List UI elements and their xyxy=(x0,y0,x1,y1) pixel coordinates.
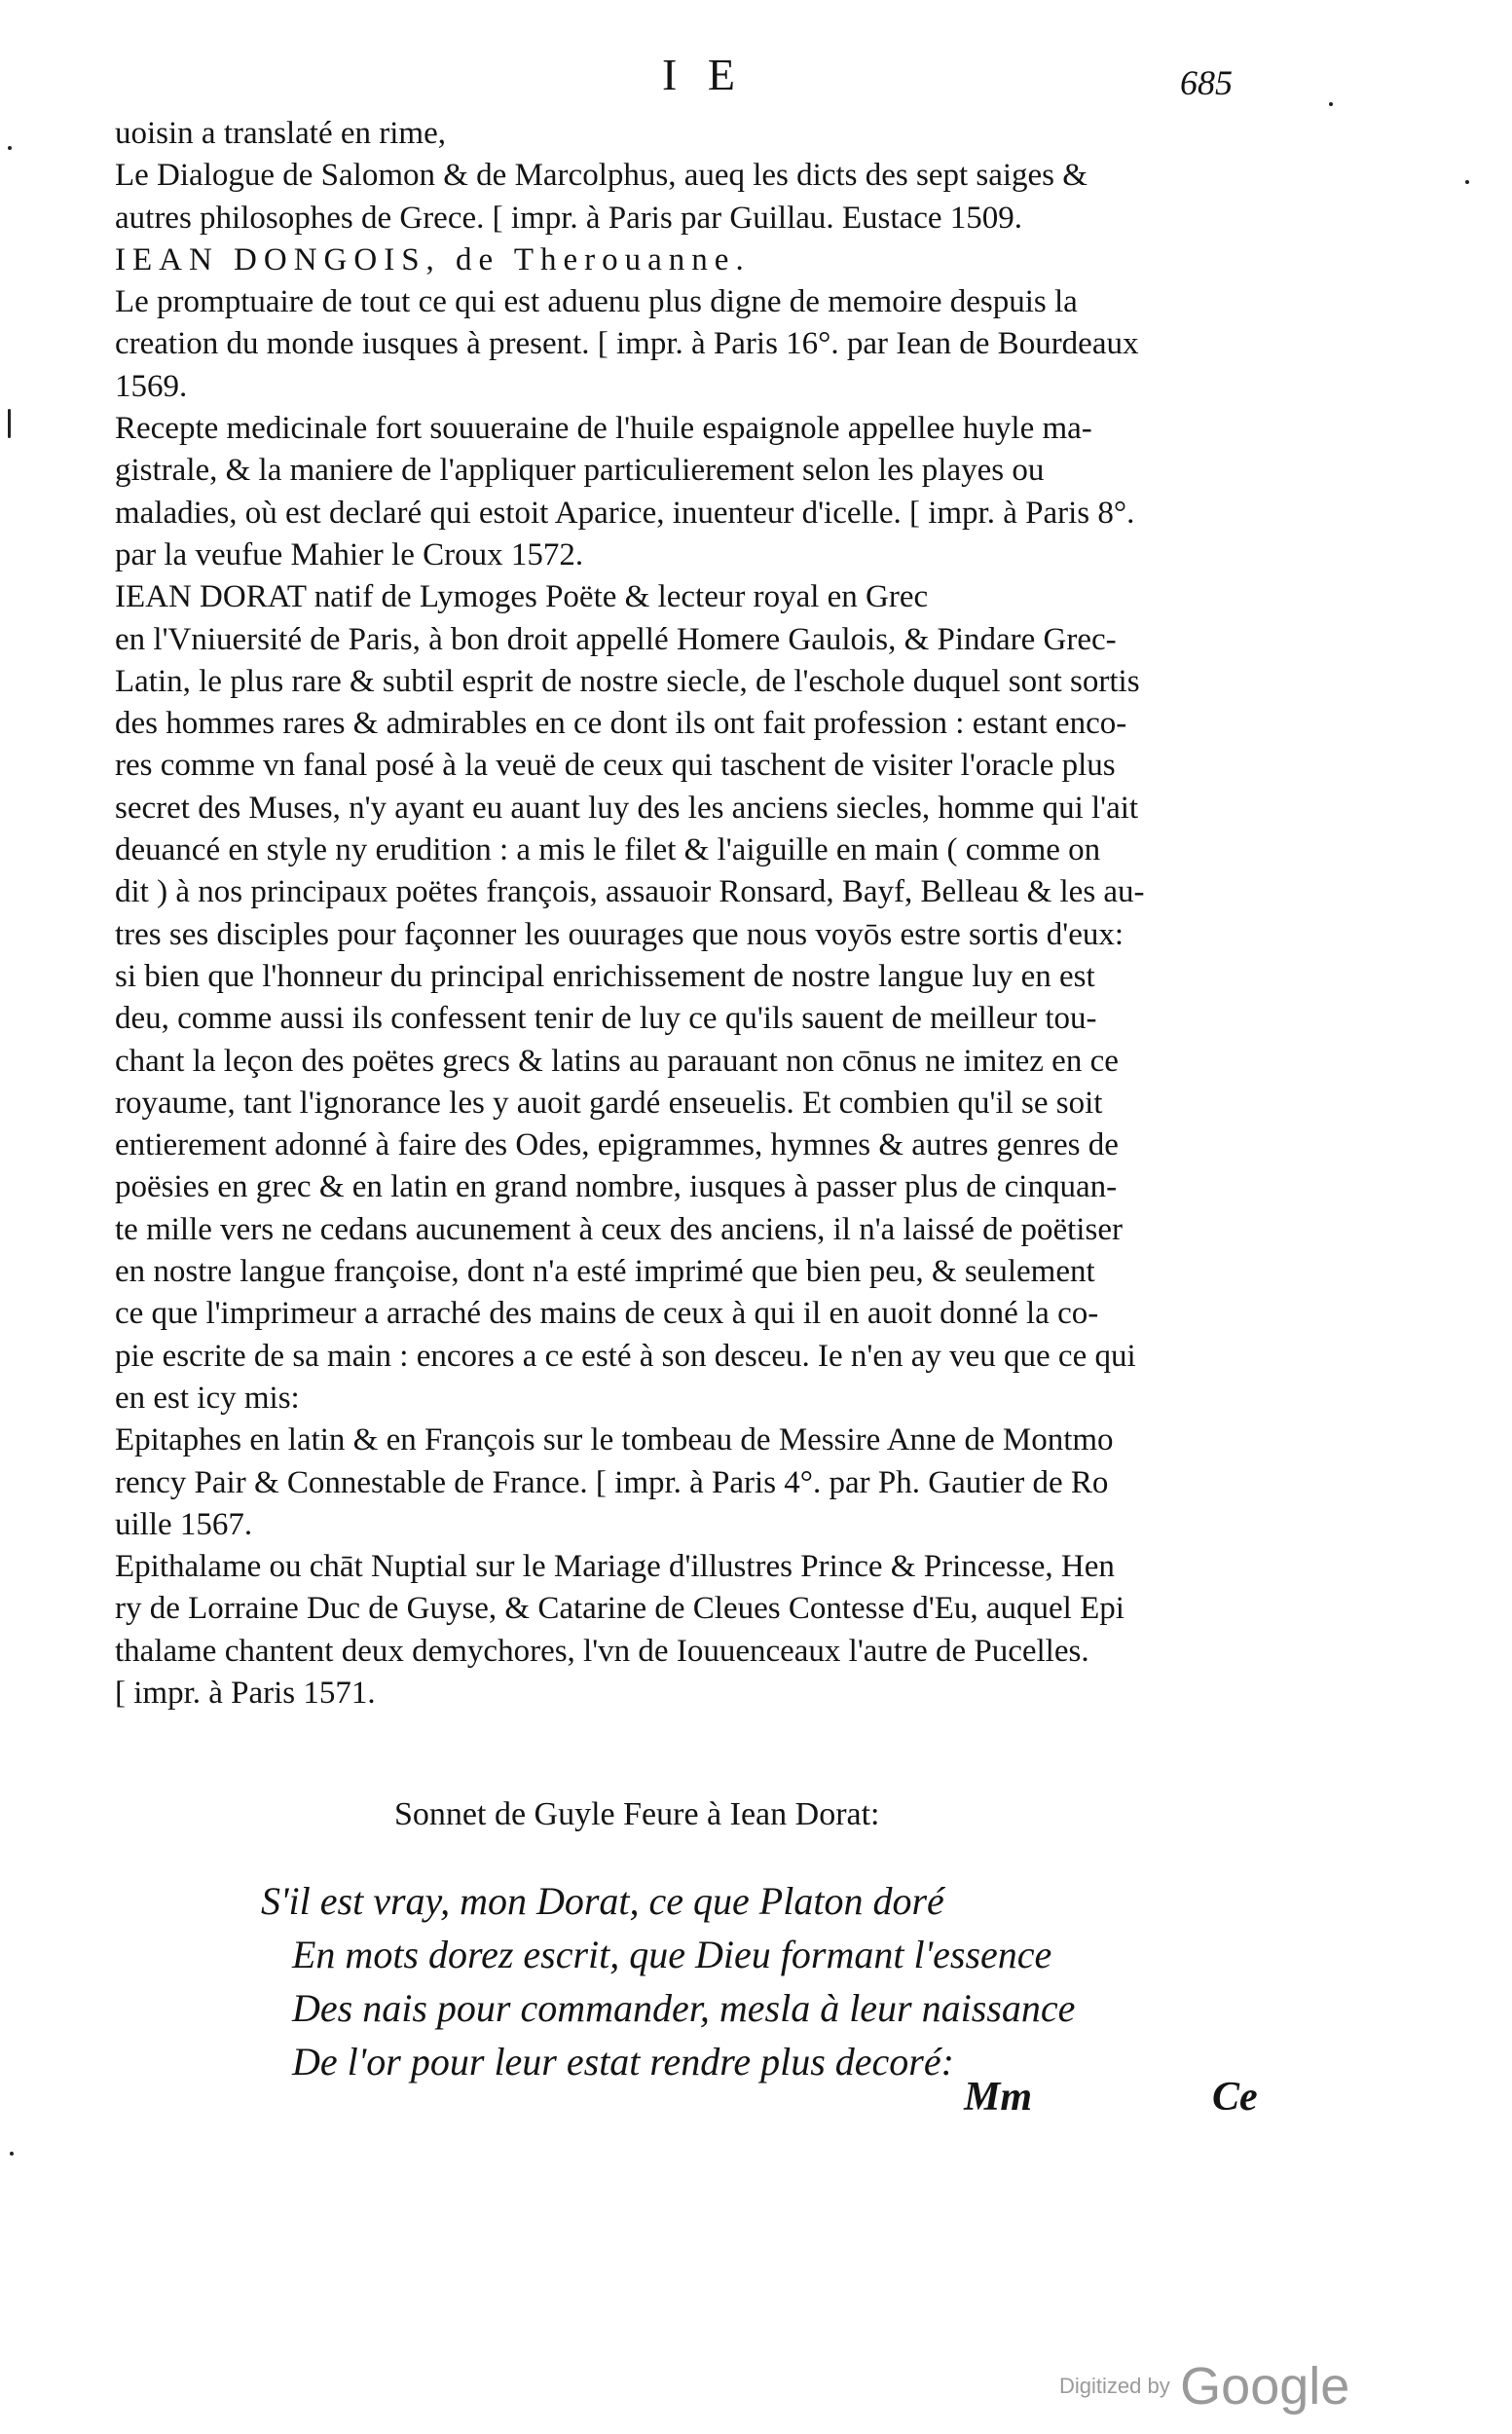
text-line: ce que l'imprimeur a arraché des mains de ceux à qui il en auoit donné la co- xyxy=(115,1296,1099,1332)
author-heading: IEAN DORAT natif de Lymoges Poëte & lecteur royal en Grec xyxy=(115,579,929,615)
text-line: si bien que l'honneur du principal enrichissement de nostre langue luy en est xyxy=(115,958,1095,994)
text-line: Epitaphes en latin & en François sur le tombeau de Messire Anne de Montmo xyxy=(115,1422,1114,1458)
google-logo: Google xyxy=(1180,2357,1350,2416)
text-line: [ impr. à Paris 1571. xyxy=(115,1675,376,1711)
catchword: Ce xyxy=(1212,2075,1258,2120)
text-line: tres ses disciples pour façonner les ouurages que nous voyōs estre sortis d'eux: xyxy=(115,916,1125,952)
text-line: dit ) à nos principaux poëtes françois, assauoir Ronsard, Bayf, Belleau & les au- xyxy=(115,874,1145,910)
page-number: 685 xyxy=(1180,63,1233,102)
text-line: creation du monde iusques à present. [ impr. à Paris 16°. par Iean de Bourdeaux xyxy=(115,326,1139,362)
ink-speck xyxy=(1329,102,1333,106)
ink-speck xyxy=(8,409,11,438)
signature-mark: Mm xyxy=(964,2075,1033,2120)
text-line: maladies, où est declaré qui estoit Aparice, inuenteur d'icelle. [ impr. à Paris 8°. xyxy=(115,495,1135,531)
text-line: entierement adonné à faire des Odes, epigrammes, hymnes & autres genres de xyxy=(115,1127,1119,1163)
main-text xyxy=(115,113,1273,1715)
text-line: Recepte medicinale fort souueraine de l'huile espaignole appellee huyle ma- xyxy=(115,411,1092,447)
sonnet-verses xyxy=(261,1874,1137,2088)
text-line: poësies en grec & en latin en grand nombre, iusques à passer plus de cinquan- xyxy=(115,1169,1118,1205)
author-heading: IEAN DONGOIS, de Therouanne. xyxy=(115,241,751,277)
text-line: deu, comme aussi ils confessent tenir de luy ce qu'ils sauent de meilleur tou- xyxy=(115,1001,1097,1037)
text-line: Le promptuaire de tout ce qui est aduenu plus digne de memoire despuis la xyxy=(115,284,1078,320)
text-line: chant la leçon des poëtes grecs & latins au parauant non cōnus ne imitez en ce xyxy=(115,1043,1119,1079)
verse-line: Des nais pour commander, mesla à leur naissance xyxy=(292,1986,1076,2030)
verse-line: S'il est vray, mon Dorat, ce que Platon doré xyxy=(261,1879,944,1923)
text-line: secret des Muses, n'y ayant eu auant luy des les anciens siecles, homme qui l'ait xyxy=(115,790,1139,826)
text-line: pie escrite de sa main : encores a ce esté à son desceu. Ie n'en ay veu que ce qui xyxy=(115,1338,1136,1374)
text-line: en nostre langue françoise, dont n'a esté imprimé que bien peu, & seulement xyxy=(115,1254,1095,1290)
text-line: en est icy mis: xyxy=(115,1380,300,1416)
digitized-watermark xyxy=(1059,2356,1349,2416)
text-line: gistrale, & la maniere de l'appliquer particulierement selon les playes ou xyxy=(115,453,1045,489)
text-line: Le Dialogue de Salomon & de Marcolphus, aueq les dicts des sept saiges & xyxy=(115,158,1088,194)
text-line: royaume, tant l'ignorance les y auoit gardé enseuelis. Et combien qu'il se soit xyxy=(115,1085,1103,1121)
text-line: res comme vn fanal posé à la veuë de ceux qui taschent de visiter l'oracle plus xyxy=(115,748,1116,784)
text-line: 1569. xyxy=(115,368,188,404)
text-line: en l'Vniuersité de Paris, à bon droit appellé Homere Gaulois, & Pindare Grec- xyxy=(115,621,1117,657)
text-line: ry de Lorraine Duc de Guyse, & Catarine de Cleues Contesse d'Eu, auquel Epi xyxy=(115,1591,1125,1627)
text-line: thalame chantent deux demychores, l'vn de Iouuenceaux l'autre de Pucelles. xyxy=(115,1633,1089,1669)
ink-speck xyxy=(1465,180,1469,184)
verse-line: En mots dorez escrit, que Dieu formant l'essence xyxy=(292,1933,1052,1976)
running-head: I E xyxy=(662,50,745,99)
text-line: autres philosophes de Grece. [ impr. à Paris par Guillau. Eustace 1509. xyxy=(115,200,1022,236)
sonnet-title: Sonnet de Guyle Feure à Iean Dorat: xyxy=(394,1796,880,1832)
text-line: rency Pair & Connestable de France. [ impr. à Paris 4°. par Ph. Gautier de Ro xyxy=(115,1464,1109,1500)
text-line: Epithalame ou chāt Nuptial sur le Mariage d'illustres Prince & Princesse, Hen xyxy=(115,1549,1115,1585)
text-line: Latin, le plus rare & subtil esprit de nostre siecle, de l'eschole duquel sont sortis xyxy=(115,663,1140,699)
text-line: uille 1567. xyxy=(115,1506,253,1542)
text-line: deuancé en style ny erudition : a mis le filet & l'aiguille en main ( comme on xyxy=(115,832,1101,868)
watermark-prefix: Digitized by xyxy=(1059,2374,1170,2398)
text-line: te mille vers ne cedans aucunement à ceux des anciens, il n'a laissé de poëtiser xyxy=(115,1211,1123,1247)
ink-speck xyxy=(10,2152,14,2156)
ink-speck xyxy=(8,146,12,150)
text-line: uoisin a translaté en rime, xyxy=(115,116,446,151)
text-line: des hommes rares & admirables en ce dont ils ont fait profession : estant enco- xyxy=(115,706,1127,742)
verse-line: De l'or pour leur estat rendre plus decoré: xyxy=(292,2040,954,2084)
text-line: par la veufue Mahier le Croux 1572. xyxy=(115,536,584,572)
